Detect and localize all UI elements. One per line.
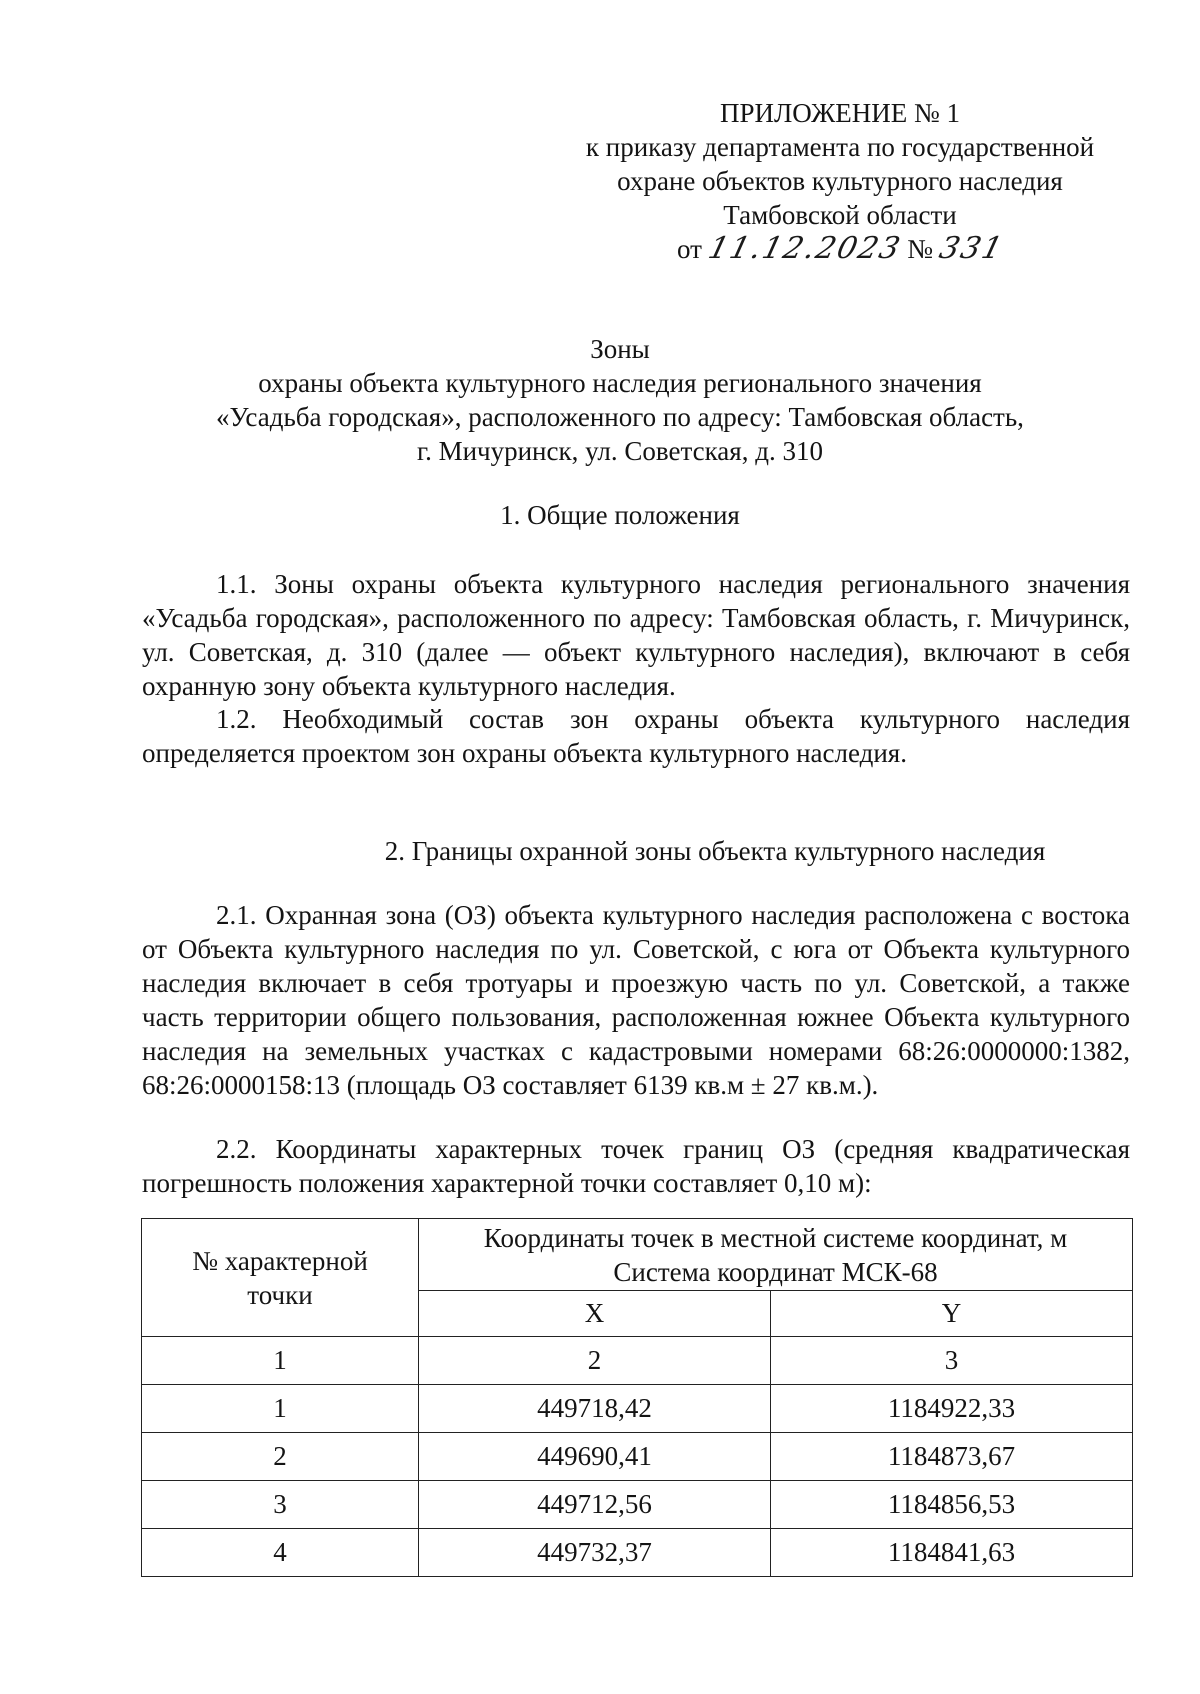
y-cell: 1184873,67 xyxy=(771,1433,1133,1481)
index-row xyxy=(142,1337,1133,1385)
point-cell: 3 xyxy=(142,1481,419,1529)
point-cell: 1 xyxy=(142,1385,419,1433)
title-line-2: охраны объекта культурного наследия регионального значения xyxy=(258,368,982,398)
y-cell: 1184922,33 xyxy=(771,1385,1133,1433)
index-cell-2: 2 xyxy=(419,1337,771,1385)
title-line-1: Зоны xyxy=(590,334,650,364)
appendix-line-department: охране объектов культурного наследия xyxy=(617,166,1063,196)
point-cell: 4 xyxy=(142,1529,419,1577)
x-header: X xyxy=(419,1291,771,1337)
paragraph-2-2: 2.2. Координаты характерных точек границ ОЗ (средняя квадратическая погрешность положения характерной точки составляет 0,10 м): xyxy=(142,1134,1130,1198)
section-2-heading: 2. Границы охранной зоны объекта культурного наследия xyxy=(384,836,1046,866)
coords-header-line-2: Система координат МСК-68 xyxy=(613,1256,938,1287)
appendix-line-order: к приказу департамента по государственной xyxy=(585,132,1095,162)
appendix-header xyxy=(540,96,1140,266)
x-cell: 449690,41 xyxy=(419,1433,771,1481)
table-row xyxy=(142,1481,1133,1529)
paragraph-2-1: 2.1. Охранная зона (ОЗ) объекта культурного наследия расположена с востока от Объекта культурного наследия по ул. Советской, с юга от Объекта культурного наследия включает в себя тротуары и проезжую часть по ул. Советской, а также часть территории общего пользования, расположенная южнее Объекта культурного наследия на земельных участках с кадастровыми номерами 68:26:0000000:1382, 68:26:0000158:13 (площадь ОЗ составляет 6139 кв.м ± 27 кв.м.). xyxy=(142,900,1130,1100)
point-header-line-1: № характерной xyxy=(192,1245,368,1276)
table-row xyxy=(142,1433,1133,1481)
table-row xyxy=(142,1385,1133,1433)
title-line-4: г. Мичуринск, ул. Советская, д. 310 xyxy=(417,436,823,466)
date-prefix: от xyxy=(676,234,702,264)
index-cell-3: 3 xyxy=(771,1337,1133,1385)
coordinates-table xyxy=(141,1218,1133,1577)
coords-header-line-1: Координаты точек в местной системе координат, м xyxy=(483,1222,1068,1253)
point-cell: 2 xyxy=(142,1433,419,1481)
x-cell: 449732,37 xyxy=(419,1529,771,1577)
section-1-heading: 1. Общие положения xyxy=(500,500,740,530)
title-line-3: «Усадьба городская», расположенного по адресу: Тамбовская область, xyxy=(216,402,1024,432)
point-number-header xyxy=(142,1219,419,1337)
appendix-title: ПРИЛОЖЕНИЕ № 1 xyxy=(719,98,961,128)
paragraph-1-1: 1.1. Зоны охраны объекта культурного наследия регионального значения «Усадьба городская», расположенного по адресу: Тамбовская область, г. Мичуринск, ул. Советская, д. 310 (далее — объект культурного наследия), включают в себя охранную зону объекта культурного наследия. xyxy=(142,569,1130,701)
handwritten-number: 331 xyxy=(935,231,1008,266)
y-cell: 1184841,63 xyxy=(771,1529,1133,1577)
number-prefix: № xyxy=(907,234,933,264)
point-header-line-2: точки xyxy=(247,1279,313,1310)
y-header: Y xyxy=(771,1291,1133,1337)
appendix-line-region: Тамбовской области xyxy=(723,200,957,230)
x-cell: 449712,56 xyxy=(419,1481,771,1529)
index-cell-1: 1 xyxy=(142,1337,419,1385)
appendix-date-line xyxy=(540,232,1140,266)
paragraph-1-2: 1.2. Необходимый состав зон охраны объекта культурного наследия определяется проектом зон охраны объекта культурного наследия. xyxy=(142,704,1130,768)
handwritten-date: 11.12.2023 xyxy=(704,231,905,266)
x-cell: 449718,42 xyxy=(419,1385,771,1433)
document-title xyxy=(120,332,1120,468)
coordinates-header xyxy=(419,1219,1133,1291)
y-cell: 1184856,53 xyxy=(771,1481,1133,1529)
table-row xyxy=(142,1529,1133,1577)
